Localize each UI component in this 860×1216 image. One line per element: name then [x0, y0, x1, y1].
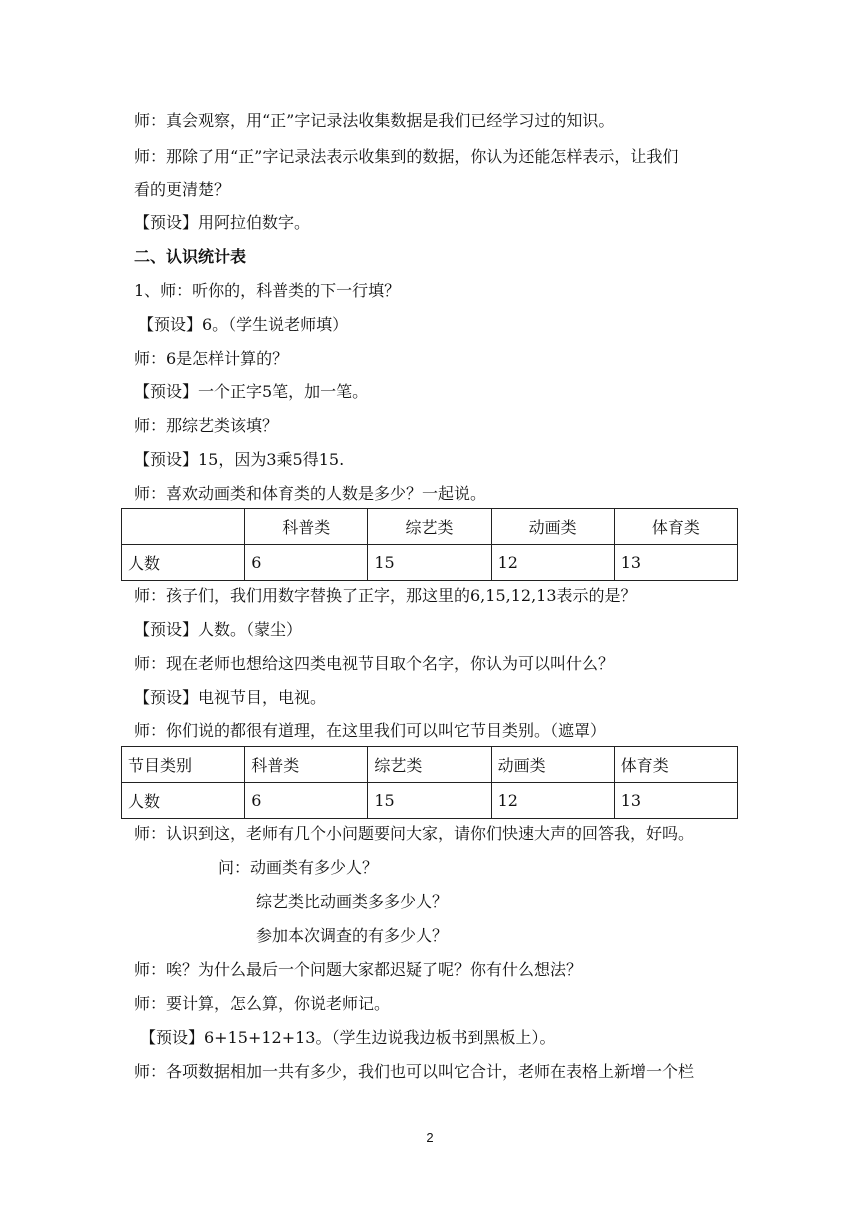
text-line-3: 看的更清楚？: [134, 180, 231, 199]
table-cell: 科普类: [245, 747, 368, 783]
table-header-row: [122, 747, 738, 783]
section-heading: 二、认识统计表: [134, 247, 247, 266]
text-line-18: 师：认识到这，老师有几个小问题要问大家，请你们快速大声的回答我，好吗。: [134, 824, 695, 843]
table-cell: 综艺类: [368, 747, 491, 783]
text-line-23: 师：要计算，怎么算，你说老师记。: [134, 994, 391, 1013]
text-line-10: 师：那综艺类该填？: [134, 416, 279, 435]
table-cell: 12: [491, 783, 614, 819]
text-line-14: 【预设】人数。（蒙尘）: [134, 620, 303, 639]
table-cell: 人数: [122, 783, 245, 819]
table-cell: 6: [245, 783, 368, 819]
text-line-15: 师：现在老师也想给这四类电视节目取个名字，你认为可以叫什么？: [134, 654, 615, 673]
text-line-25: 师：各项数据相加一共有多少，我们也可以叫它合计，老师在表格上新增一个栏: [134, 1062, 695, 1081]
table-cell: 12: [491, 545, 614, 581]
text-line-22: 师：唉？为什么最后一个问题大家都迟疑了呢？你有什么想法？: [134, 960, 583, 979]
table-cell: 动画类: [491, 509, 614, 545]
table-cell: 6: [245, 545, 368, 581]
table-cell: 综艺类: [368, 509, 491, 545]
table-cell: 体育类: [614, 509, 737, 545]
text-line-2: 师：那除了用“正”字记录法表示收集到的数据，你认为还能怎样表示，让我们: [134, 147, 679, 166]
question-line-2: 综艺类比动画类多多少人？: [256, 892, 449, 911]
table-cell: 科普类: [245, 509, 368, 545]
text-line-4: 【预设】用阿拉伯数字。: [134, 213, 311, 232]
question-line-1: 问：动画类有多少人？: [218, 858, 379, 877]
table-row: [122, 783, 738, 819]
table-cell: 15: [368, 545, 491, 581]
table-cell: 13: [614, 545, 737, 581]
text-line-24: 【预设】6+15+12+13。（学生边说我边板书到黑板上）。: [140, 1028, 556, 1047]
table-row: [122, 545, 738, 581]
text-line-16: 【预设】电视节目，电视。: [134, 688, 327, 707]
statistics-table-1: [121, 508, 738, 581]
text-line-1: 师：真会观察，用“正”字记录法收集数据是我们已经学习过的知识。: [134, 111, 615, 130]
text-line-6: 1、师：听你的，科普类的下一行填？: [134, 281, 401, 300]
text-line-8: 师：6是怎样计算的？: [134, 349, 289, 368]
table-cell: [122, 509, 245, 545]
table-cell: 13: [614, 783, 737, 819]
table-cell: 节目类别: [122, 747, 245, 783]
table-cell: 人数: [122, 545, 245, 581]
page-number: 2: [426, 1130, 434, 1145]
text-line-17: 师：你们说的都很有道理，在这里我们可以叫它节目类别。（遮罩）: [134, 721, 607, 740]
table-cell: 15: [368, 783, 491, 819]
text-line-12: 师：喜欢动画类和体育类的人数是多少？一起说。: [134, 484, 487, 503]
table-cell: 动画类: [491, 747, 614, 783]
table-header-row: [122, 509, 738, 545]
text-line-13: 师：孩子们，我们用数字替换了正字，那这里的6,15,12,13表示的是？: [134, 586, 637, 605]
text-line-7: 【预设】6。（学生说老师填）: [138, 315, 349, 334]
statistics-table-2: [121, 746, 738, 819]
question-line-3: 参加本次调查的有多少人？: [256, 926, 449, 945]
text-line-9: 【预设】一个正字5笔，加一笔。: [134, 382, 369, 401]
text-line-11: 【预设】15，因为3乘5得15.: [134, 450, 345, 469]
table-cell: 体育类: [614, 747, 737, 783]
